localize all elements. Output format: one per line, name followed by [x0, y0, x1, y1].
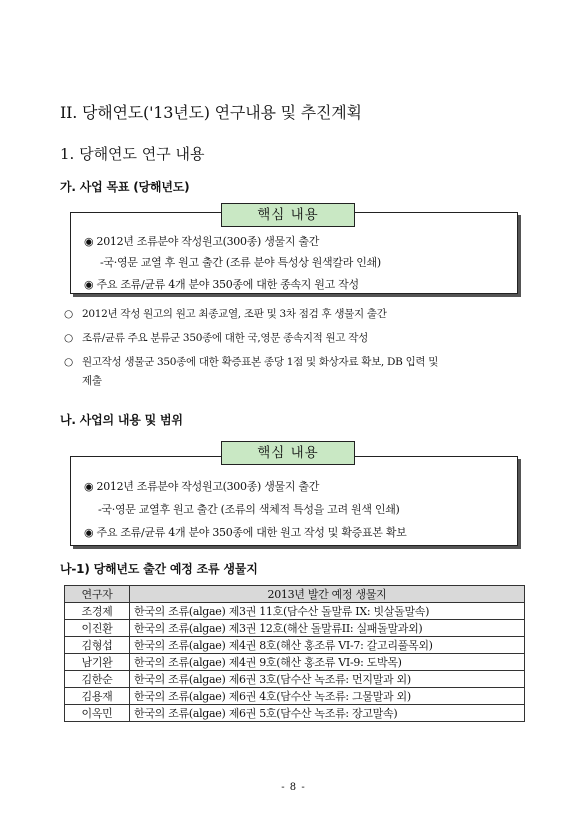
table-row	[65, 688, 525, 705]
box-a-line-1: ◉ 2012년 조류분야 작성원고(300종) 생물지 출간	[84, 235, 320, 248]
researcher-cell: 김한순	[65, 671, 130, 688]
section-heading-main: II. 당해연도('13년도) 연구내용 및 추진계획	[60, 103, 362, 122]
publication-cell: 한국의 조류(algae) 제6권 3호(담수산 녹조류: 먼지말과 외)	[130, 671, 525, 688]
box-b-line-1: ◉ 2012년 조류분야 작성원고(300종) 생물지 출간	[84, 480, 320, 493]
table-row	[65, 620, 525, 637]
bullet-item	[64, 306, 387, 321]
researcher-cell: 이진환	[65, 620, 130, 637]
bullet-item	[64, 354, 438, 369]
circle-bullet-icon: ○	[64, 332, 73, 344]
table-row	[65, 654, 525, 671]
researcher-cell: 김형섭	[65, 637, 130, 654]
box-a-line-2: -국·영문 교열 후 원고 출간 (조류 분야 특성상 원색칼라 인쇄)	[100, 256, 381, 269]
box-b-line-3: ◉ 주요 조류/균류 4개 분야 350종에 대한 원고 작성 및 확증표본 확보	[84, 526, 407, 539]
subsection-title: 나-1) 당해년도 출간 예정 조류 생물지	[60, 562, 258, 576]
section-heading-sub: 1. 당해연도 연구 내용	[60, 145, 205, 163]
researcher-cell: 김용재	[65, 688, 130, 705]
publication-cell: 한국의 조류(algae) 제3권 11호(담수산 돌말류 IX: 빗살돌말속)	[130, 603, 525, 620]
box-b-line-2: -국·영문 교열후 원고 출간 (조류의 색체적 특성을 고려 원색 인쇄)	[98, 503, 400, 516]
key-content-badge-b: 핵심 내용	[221, 441, 355, 465]
circle-bullet-icon: ○	[64, 356, 73, 368]
box-a-line-3: ◉ 주요 조류/균류 4개 분야 350종에 대한 종속지 원고 작성	[84, 278, 359, 291]
table-header-researcher: 연구자	[65, 586, 130, 603]
publication-cell: 한국의 조류(algae) 제4권 9호(해산 홍조류 VI-9: 도박목)	[130, 654, 525, 671]
bullet-item	[64, 330, 368, 345]
table-header-publication: 2013년 발간 예정 생물지	[130, 586, 525, 603]
publication-cell: 한국의 조류(algae) 제6권 5호(담수산 녹조류: 장고말속)	[130, 705, 525, 722]
bullet-text: 원고작성 생물군 350종에 대한 확증표본 종당 1점 및 화상자료 확보, DB 입력 및	[82, 356, 439, 368]
researcher-cell: 이옥민	[65, 705, 130, 722]
circle-bullet-icon: ○	[64, 308, 73, 320]
section-a-title: 가. 사업 목표 (당해년도)	[60, 180, 190, 194]
publication-cell: 한국의 조류(algae) 제3권 12호(해산 돌말류II: 실패돌말과외)	[130, 620, 525, 637]
publication-table	[64, 585, 525, 722]
table-header-row	[65, 586, 525, 603]
table-row	[65, 637, 525, 654]
publication-cell: 한국의 조류(algae) 제4권 8호(해산 홍조류 VI-7: 갈고리풀목외)	[130, 637, 525, 654]
researcher-cell: 조경제	[65, 603, 130, 620]
section-b-title: 나. 사업의 내용 및 범위	[60, 413, 183, 427]
table-row	[65, 671, 525, 688]
publication-cell: 한국의 조류(algae) 제6권 4호(담수산 녹조류: 그물말과 외)	[130, 688, 525, 705]
page-number: - 8 -	[281, 782, 306, 793]
bullet-continuation: 제출	[82, 375, 102, 387]
researcher-cell: 남기완	[65, 654, 130, 671]
bullet-text: 2012년 작성 원고의 원고 최종교열, 조판 및 3차 점검 후 생물지 출간	[82, 308, 387, 320]
table-row	[65, 603, 525, 620]
table-row	[65, 705, 525, 722]
key-content-badge-a: 핵심 내용	[221, 203, 355, 227]
bullet-text: 조류/균류 주요 분류군 350종에 대한 국,영문 종속지적 원고 작성	[82, 332, 368, 344]
